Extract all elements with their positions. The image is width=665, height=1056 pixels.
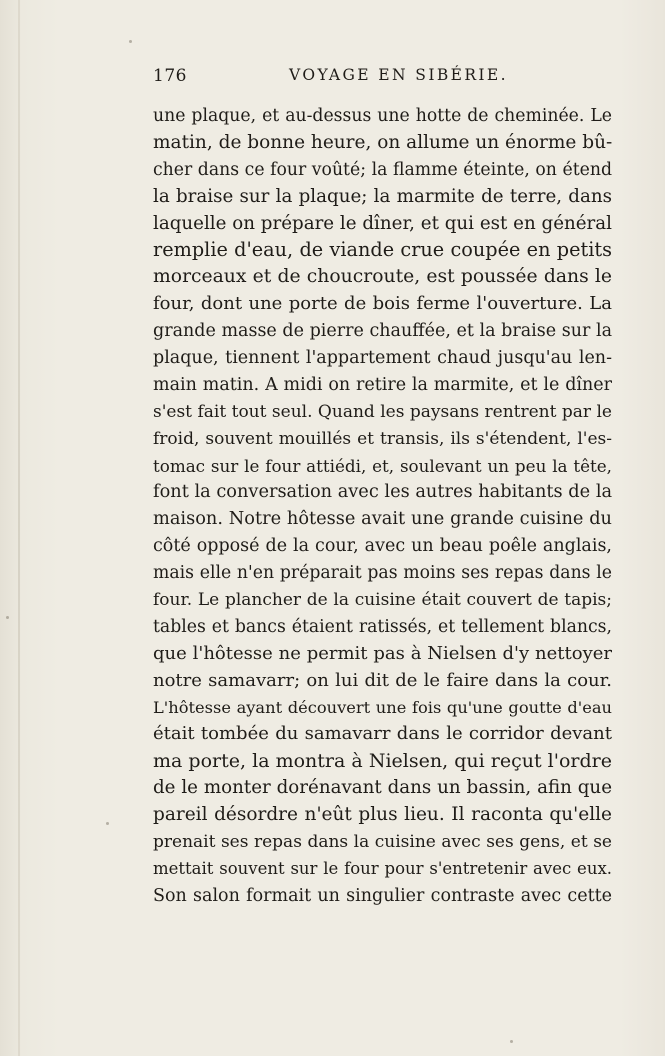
text-line: mais elle n'en préparait pas moins ses repas dans le bbox=[153, 563, 612, 584]
text-line: L'hôtesse ayant découvert une fois qu'une goutte d'eau bbox=[153, 697, 612, 717]
text-line: pareil désordre n'eût plus lieu. Il raconta qu'elle bbox=[153, 804, 612, 826]
text-line: laquelle on prépare le dîner, et qui est en général bbox=[153, 212, 612, 234]
paper-speck bbox=[129, 40, 132, 43]
text-line: four, dont une porte de bois ferme l'ouverture. La bbox=[153, 293, 612, 315]
text-line: tables et bancs étaient ratissés, et tellement blancs, bbox=[153, 616, 612, 637]
text-line: une plaque, et au-dessus une hotte de cheminée. Le bbox=[153, 106, 612, 126]
text-line: côté opposé de la cour, avec un beau poêle anglais, bbox=[153, 536, 612, 557]
text-line: cher dans ce four voûté; la flamme éteinte, on étend bbox=[153, 159, 612, 180]
paper-speck bbox=[510, 1040, 513, 1043]
running-header bbox=[153, 66, 612, 94]
text-line: Son salon formait un singulier contraste avec cette bbox=[153, 885, 612, 906]
body-text bbox=[153, 103, 612, 910]
text-line: maison. Notre hôtesse avait une grande cuisine du bbox=[153, 509, 612, 530]
text-line: froid, souvent mouillés et transis, ils s'étendent, l'es- bbox=[153, 428, 612, 449]
text-line: la braise sur la plaque; la marmite de terre, dans bbox=[153, 185, 612, 207]
text-line: s'est fait tout seul. Quand les paysans rentrent par le bbox=[153, 401, 612, 422]
text-line: ma porte, la montra à Nielsen, qui reçut l'ordre bbox=[153, 750, 612, 773]
text-line: mettait souvent sur le four pour s'entretenir avec eux. bbox=[153, 858, 612, 878]
text-line: que l'hôtesse ne permit pas à Nielsen d'y nettoyer bbox=[153, 642, 612, 664]
paper-speck bbox=[106, 822, 109, 825]
text-line: prenait ses repas dans la cuisine avec ses gens, et se bbox=[153, 832, 612, 853]
text-line: notre samavarr; on lui dit de le faire dans la cour. bbox=[153, 669, 612, 691]
page-gutter bbox=[18, 0, 20, 1056]
text-line: était tombée du samavarr dans le corridor devant bbox=[153, 723, 612, 745]
text-line: plaque, tiennent l'appartement chaud jusqu'au len- bbox=[153, 348, 612, 369]
text-line: four. Le plancher de la cuisine était couvert de tapis; bbox=[153, 590, 612, 611]
paper-speck bbox=[6, 616, 9, 619]
text-line: grande masse de pierre chauffée, et la braise sur la bbox=[153, 321, 612, 342]
text-line: tomac sur le four attiédi, et, soulevant un peu la tête, bbox=[153, 455, 612, 476]
text-line: de le monter dorénavant dans un bassin, afin que bbox=[153, 777, 612, 799]
running-title: VOYAGE EN SIBÉRIE. bbox=[289, 66, 508, 84]
text-line: font la conversation avec les autres habitants de la bbox=[153, 482, 613, 503]
text-line: remplie d'eau, de viande crue coupée en petits bbox=[153, 238, 612, 262]
text-line: morceaux et de choucroute, est poussée dans le bbox=[153, 266, 612, 288]
text-line: main matin. A midi on retire la marmite, et le dîner bbox=[153, 374, 612, 395]
text-line: matin, de bonne heure, on allume un énorme bû- bbox=[153, 131, 613, 153]
page-number: 176 bbox=[153, 66, 187, 86]
